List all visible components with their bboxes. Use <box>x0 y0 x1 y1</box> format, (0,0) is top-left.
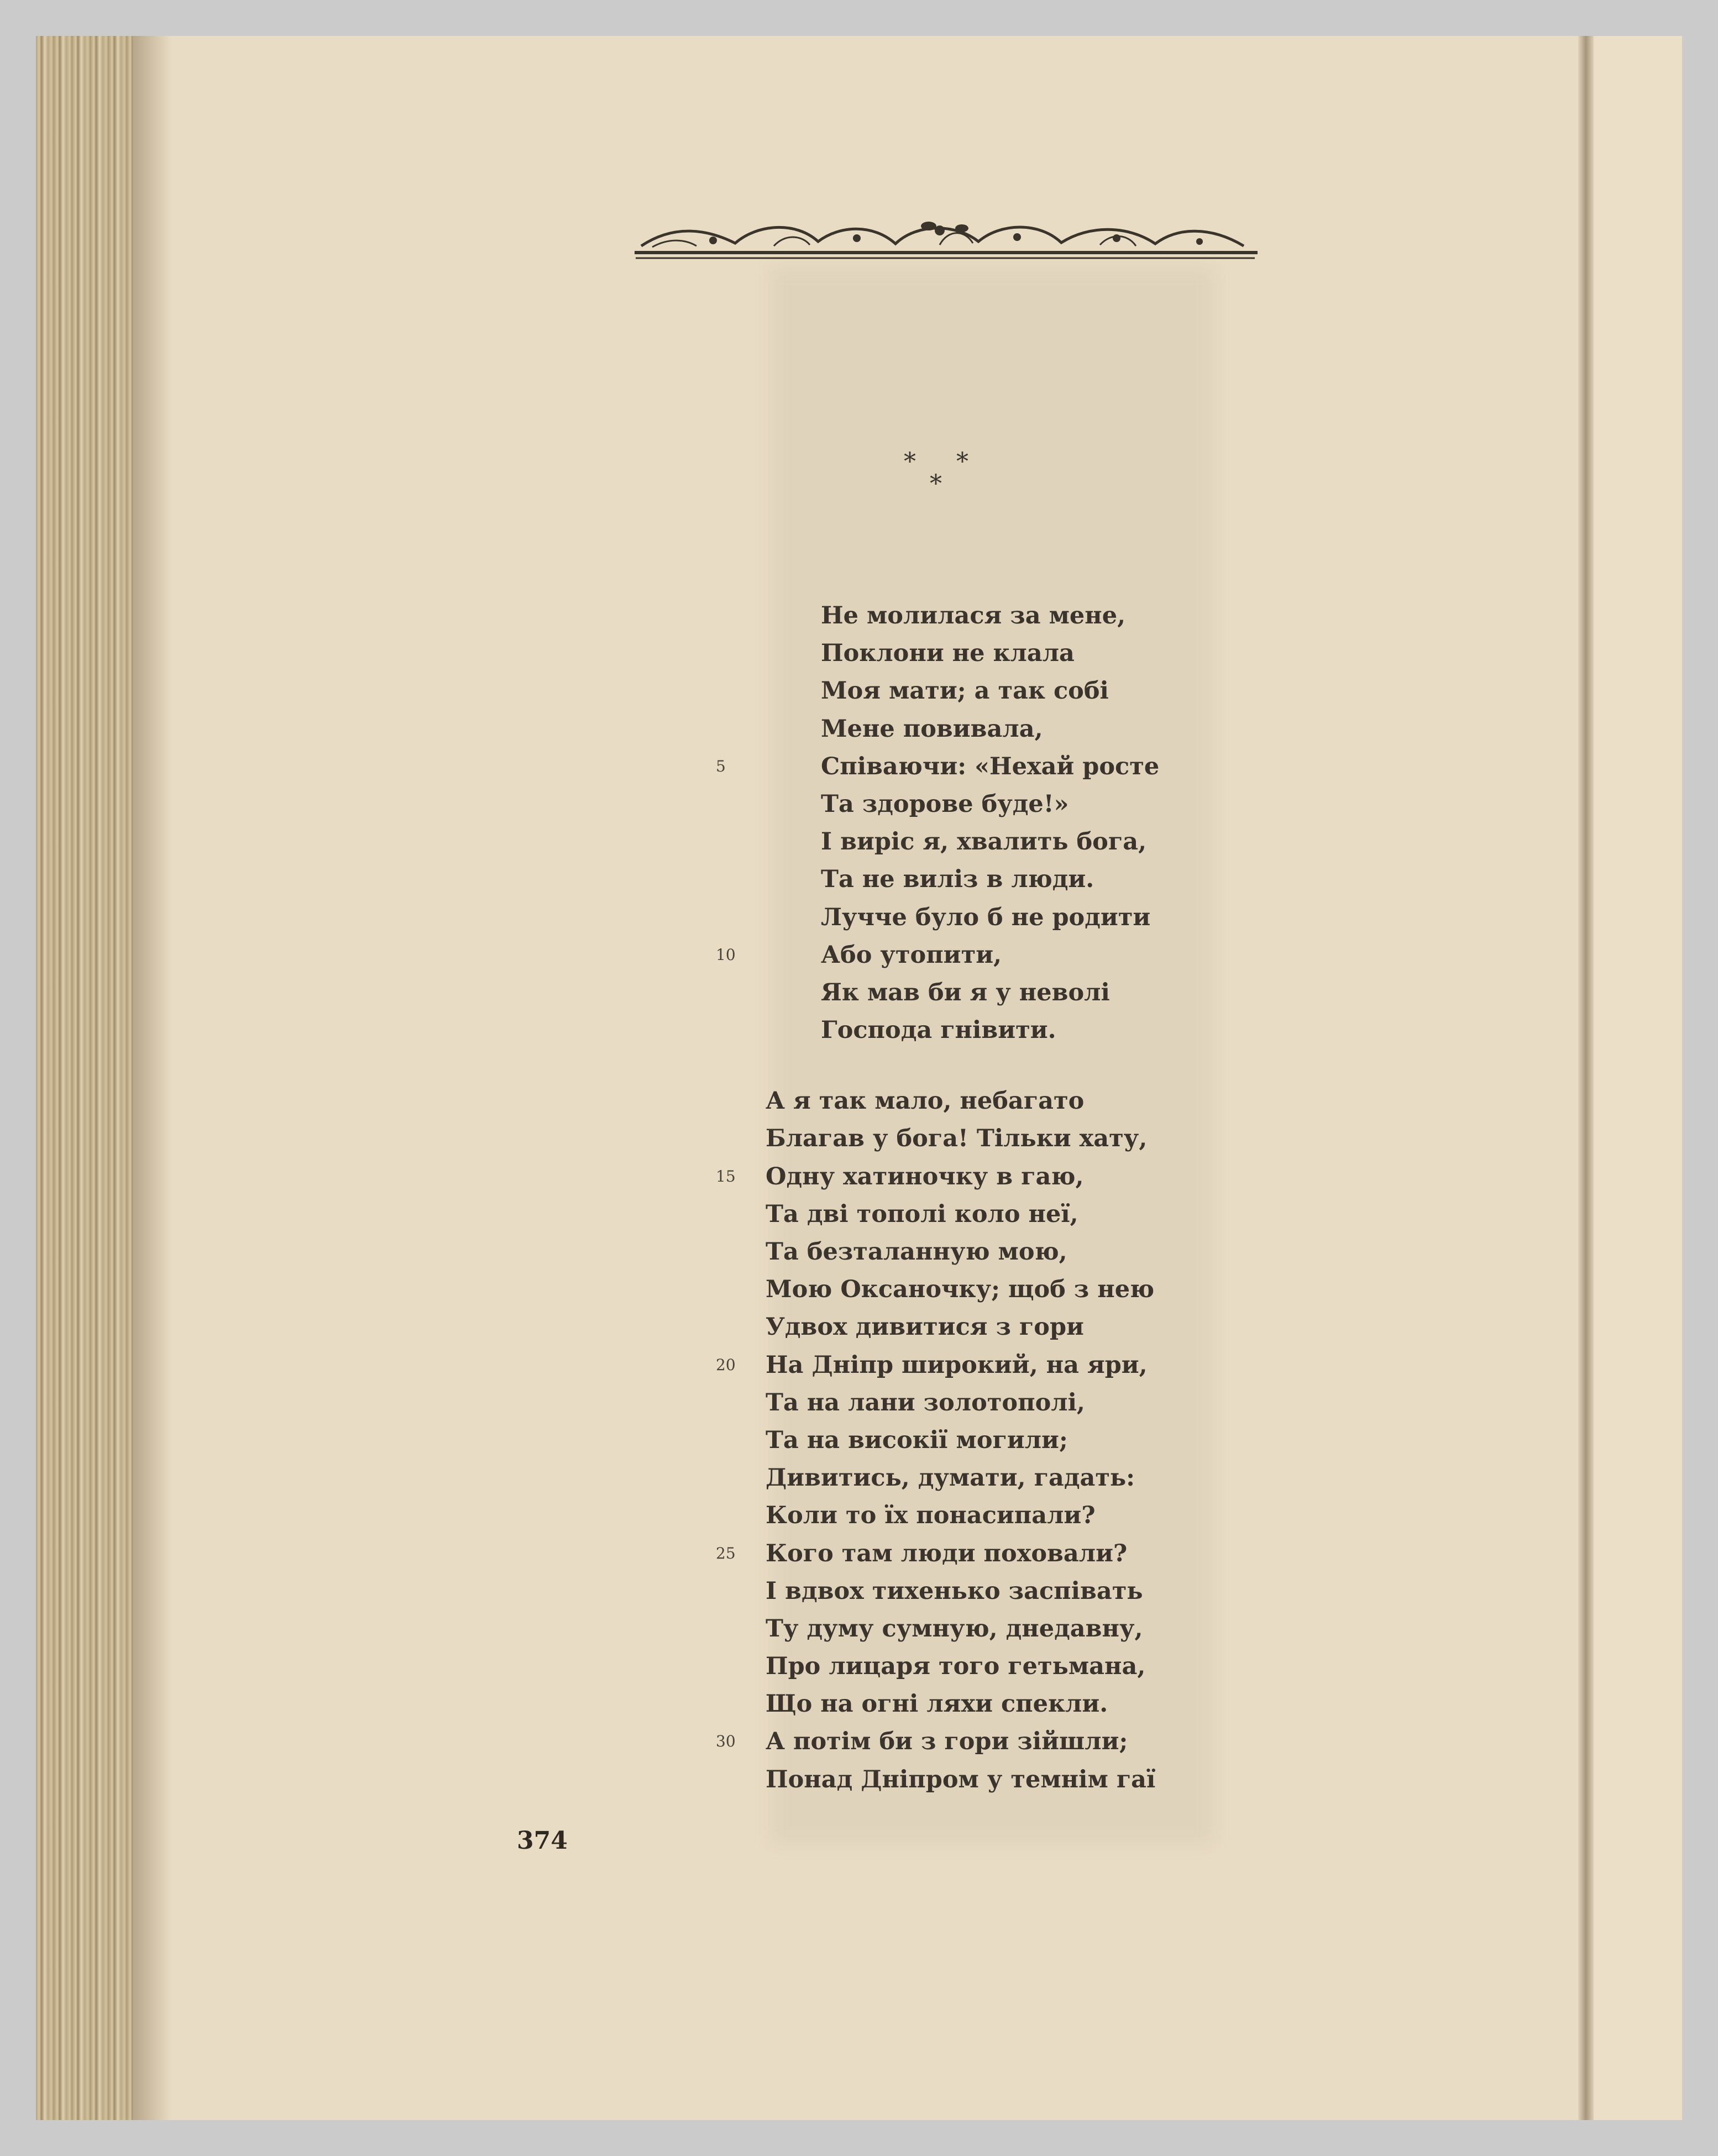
poem-line: Як мав би я у неволі <box>821 978 1110 1006</box>
stanza-1 <box>636 597 1244 1049</box>
poem-line: 20 На Дніпр широкий, на яри, <box>636 1346 1244 1384</box>
page-number: 374 <box>517 1827 568 1855</box>
facing-page <box>1594 36 1682 2120</box>
poem-line: Та не виліз в люди. <box>821 865 1094 894</box>
svg-text:*: * <box>930 470 942 498</box>
line-number: 15 <box>716 1167 736 1185</box>
stanza-2 <box>636 1082 1244 1798</box>
poem-line: Не молилася за мене, <box>821 602 1126 630</box>
line-number: 25 <box>716 1544 736 1562</box>
svg-text:*: * <box>956 448 968 476</box>
poem-line: Та на високії могили; <box>766 1426 1068 1454</box>
line-number: 10 <box>716 945 736 964</box>
poem-line: 25 Кого там люди поховали? <box>636 1535 1244 1572</box>
poem-line: Ту думу сумную, днедавну, <box>766 1614 1143 1643</box>
line-number: 20 <box>716 1355 736 1374</box>
poem-line: Лучче було б не родити <box>821 903 1151 931</box>
poem-line: А я так мало, небагато <box>766 1087 1085 1115</box>
poem-line: Та дві тополі коло неї, <box>766 1200 1078 1228</box>
poem-line: Поклони не клала <box>821 639 1075 668</box>
poem-line: Господа гнівити. <box>821 1016 1056 1045</box>
poem-line: 5 Співаючи: «Нехай росте <box>636 748 1244 785</box>
poem-line: Та на лани золотополі, <box>766 1388 1085 1417</box>
poem-line: Та безталанную мою, <box>766 1238 1067 1266</box>
svg-text:*: * <box>904 448 916 476</box>
line-number: 30 <box>716 1732 736 1751</box>
poem-line: Мою Оксаночку; щоб з нею <box>766 1276 1155 1304</box>
poem <box>636 597 1244 1798</box>
poem-line: Понад Дніпром у темнім гаї <box>766 1765 1156 1793</box>
line-number: 5 <box>716 757 726 775</box>
asterism-icon <box>895 445 984 506</box>
ornament-headpiece-icon <box>630 191 1263 274</box>
poem-line: Коли то їх понасипали? <box>766 1502 1096 1530</box>
poem-line: Дивитись, думати, гадать: <box>766 1464 1135 1492</box>
poem-line: 30 А потім би з гори зійшли; <box>636 1723 1244 1760</box>
poem-line: 10 Або утопити, <box>636 936 1244 974</box>
poem-line: Мене повивала, <box>821 715 1043 743</box>
book-gutter <box>1578 36 1594 2120</box>
poem-line: Удвох дивитися з гори <box>766 1313 1084 1341</box>
poem-line: Благав у бога! Тільки хату, <box>766 1125 1148 1153</box>
poem-line: 15 Одну хатиночку в гаю, <box>636 1158 1244 1195</box>
poem-line: Що на огні ляхи спекли. <box>766 1690 1108 1718</box>
poem-line: Моя мати; а так собі <box>821 677 1109 705</box>
page-edges <box>36 36 133 2120</box>
poem-line: Про лицаря того гетьмана, <box>766 1653 1146 1681</box>
poem-line: І вдвох тихенько заспівать <box>766 1577 1143 1605</box>
poem-line: Та здорове буде!» <box>821 790 1069 818</box>
poem-line: І виріс я, хвалить бога, <box>821 828 1147 856</box>
